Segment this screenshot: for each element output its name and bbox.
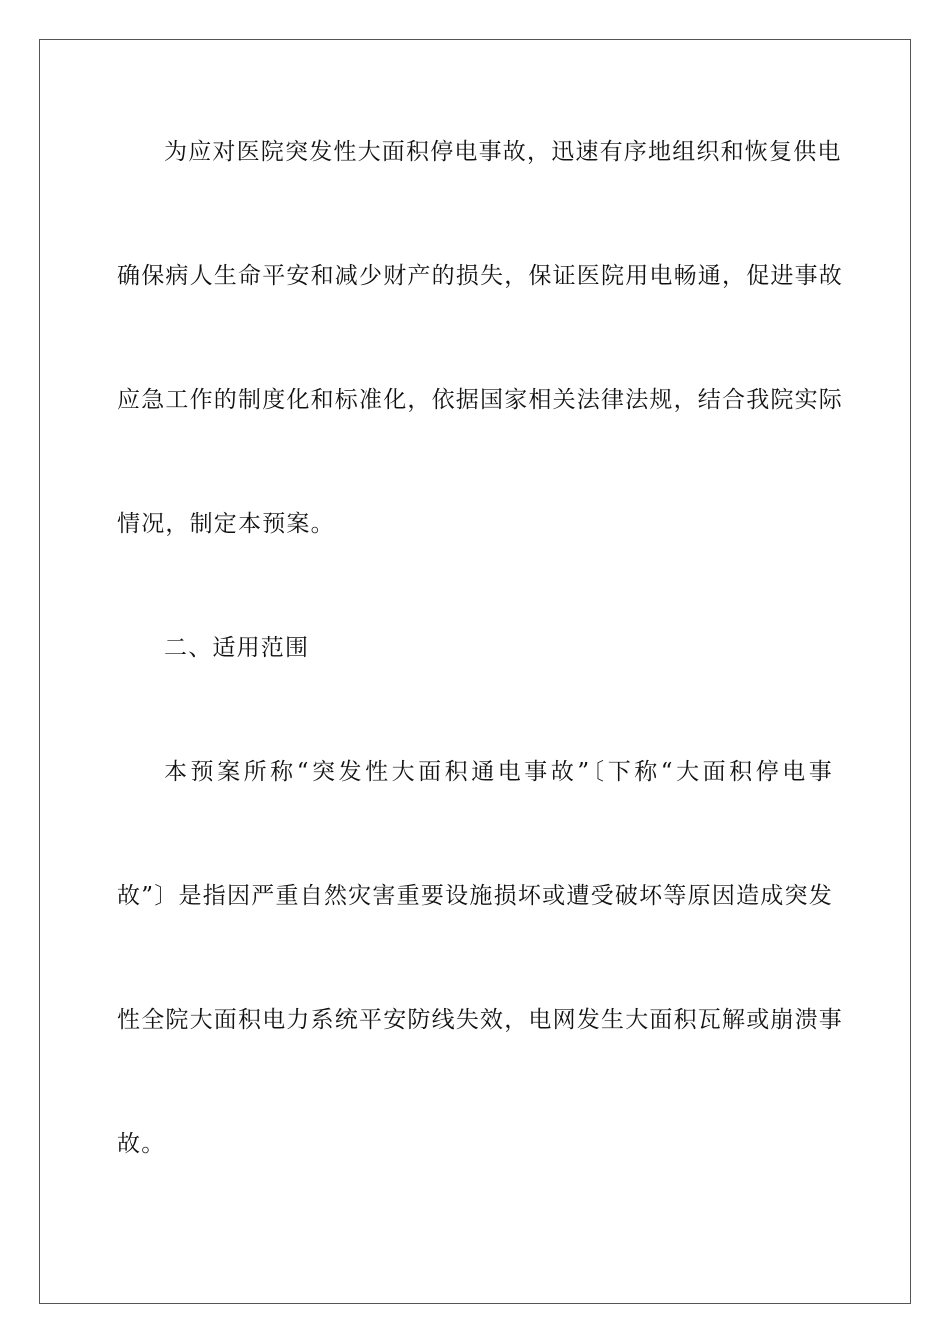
paragraph-2-line-1: 本预案所称“突发性大面积通电事故”〔下称“大面积停电事 <box>164 759 833 785</box>
page-border <box>39 39 911 1304</box>
section-heading: 二、适用范围 <box>164 635 310 661</box>
paragraph-1-line-3: 应急工作的制度化和标准化，依据国家相关法律法规，结合我院实际 <box>117 387 843 413</box>
paragraph-2-line-4: 故。 <box>117 1131 166 1157</box>
paragraph-1-line-2: 确保病人生命平安和减少财产的损失，保证医院用电畅通，促进事故 <box>117 263 843 289</box>
paragraph-2-line-3: 性全院大面积电力系统平安防线失效，电网发生大面积瓦解或崩溃事 <box>117 1007 843 1033</box>
paragraph-2-line-2: 故”〕是指因严重自然灾害重要设施损坏或遭受破坏等原因造成突发 <box>117 883 833 909</box>
paragraph-1-line-4: 情况，制定本预案。 <box>117 511 335 537</box>
paragraph-1-line-1: 为应对医院突发性大面积停电事故，迅速有序地组织和恢复供电 <box>164 139 842 165</box>
